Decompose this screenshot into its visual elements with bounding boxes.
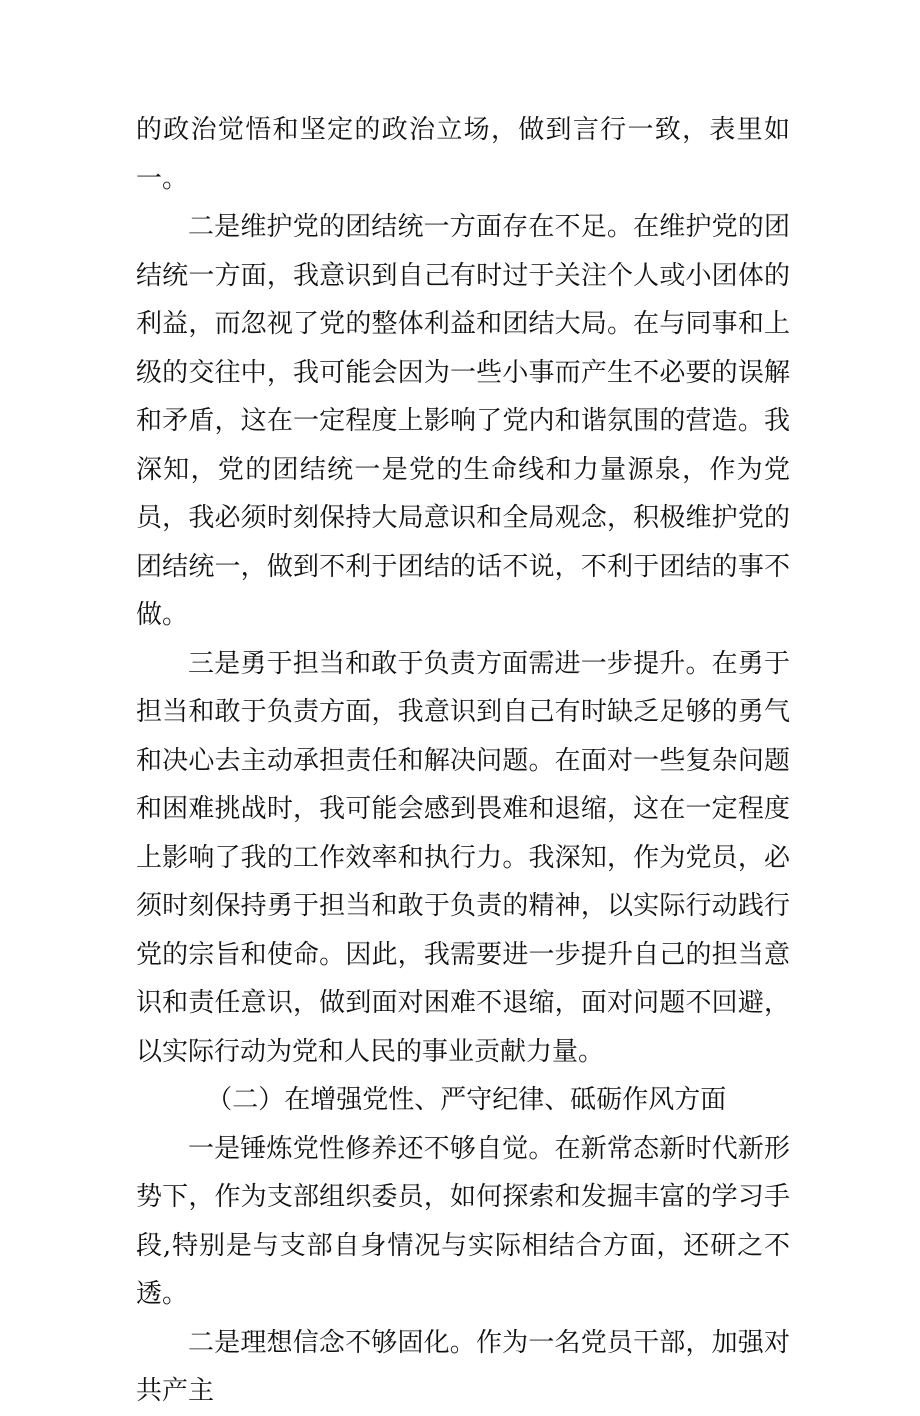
paragraph-party-unity: 二是维护党的团结统一方面存在不足。在维护党的团结统一方面，我意识到自己有时过于关注个人或小团体的利益，而忽视了党的整体利益和团结大局。在与同事和上级的交往中，我可能会因为一些小事而产生不必要的误解和矛盾，这在一定程度上影响了党内和谐氛围的营造。我深知，党的团结统一是党的生命线和力量源泉，作为党员，我必须时刻保持大局意识和全局观念，积极维护党的团结统一，做到不利于团结的话不说，不利于团结的事不做。 [136, 212, 790, 630]
paragraph-continuation: 的政治觉悟和坚定的政治立场，做到言行一致，表里如一。 [136, 115, 790, 194]
paragraph-responsibility: 三是勇于担当和敢于负责方面需进一步提升。在勇于担当和敢于负责方面，我意识到自己有时缺乏足够的勇气和决心去主动承担责任和解决问题。在面对一些复杂问题和困难挑战时，我可能会感到畏难和退缩，这在一定程度上影响了我的工作效率和执行力。我深知，作为党员，必须时刻保持勇于担当和敢于负责的精神，以实际行动践行党的宗旨和使命。因此，我需要进一步提升自己的担当意识和责任意识，做到面对困难不退缩，面对问题不回避，以实际行动为党和人民的事业贡献力量。 [136, 648, 790, 1067]
paragraph-party-spirit: 一是锤炼党性修养还不够自觉。在新常态新时代新形势下，作为支部组织委员，如何探索和发掘丰富的学习手段,特别是与支部自身情况与实际相结合方面，还研之不透。 [136, 1133, 790, 1309]
document-body [136, 106, 790, 1416]
paragraph-ideals: 二是理想信念不够固化。作为一名党员干部，加强对共产主 [136, 1327, 790, 1406]
section-heading: （二）在增强党性、严守纪律、砥砺作风方面 [206, 1085, 727, 1115]
